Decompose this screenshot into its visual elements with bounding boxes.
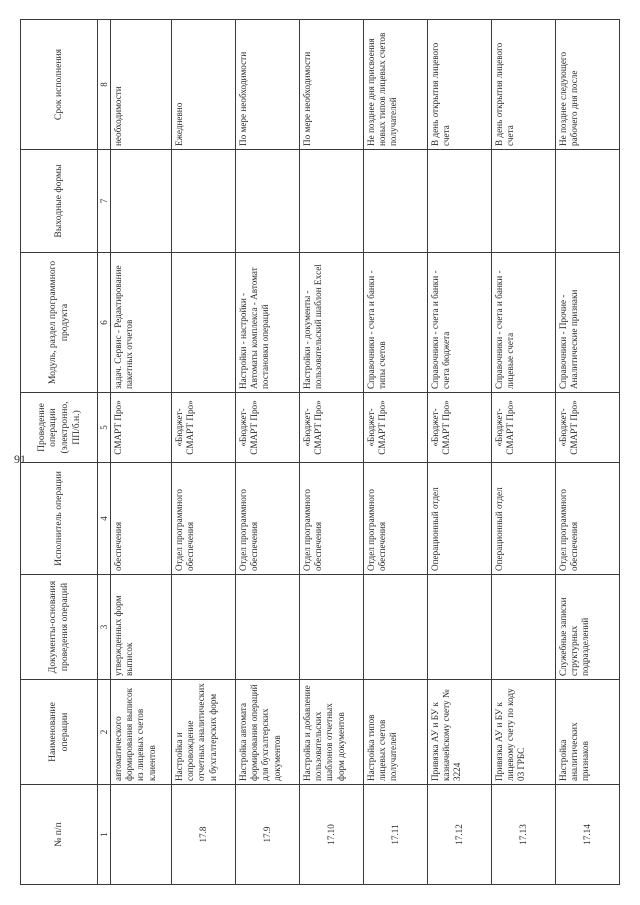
- executor: Отдел программного обеспечения: [555, 463, 619, 575]
- output-forms: [427, 150, 491, 253]
- row-number: 17.9: [235, 785, 299, 885]
- basis-documents: [363, 575, 427, 680]
- header-cell: Модуль, раздел программного продукта: [21, 253, 98, 393]
- basis-documents: Служебные записки структурных подразделений: [555, 575, 619, 680]
- software-module: Настройки - настройки - Автоматы комплекса - Автомат постановки операций: [235, 253, 299, 393]
- software-module: Справочники - счета и банки - лицевые счета: [491, 253, 555, 393]
- basis-documents: [235, 575, 299, 680]
- executor: Отдел программного обеспечения: [299, 463, 363, 575]
- column-number: 4: [98, 463, 111, 575]
- deadline: По мере необходимости: [235, 20, 299, 150]
- operation-mode: «Бюджет-СМАРТ Про»: [299, 393, 363, 463]
- operation-name: Настройка и добавление пользовательских шаблонов отчетных форм документов: [299, 680, 363, 785]
- deadline: необходимости: [111, 20, 172, 150]
- deadline: В день открытия лицевого счета: [427, 20, 491, 150]
- table-row: [491, 20, 555, 885]
- table-row: [555, 20, 619, 885]
- operations-table: [20, 19, 620, 885]
- column-number: 3: [98, 575, 111, 680]
- software-module: Справочники - счета и банки - счета бюджета: [427, 253, 491, 393]
- basis-documents: утвержденных форм выписок: [111, 575, 172, 680]
- column-number: 5: [98, 393, 111, 463]
- table-row: [363, 20, 427, 885]
- operation-name: Привязка АУ и БУ к казначейскому счету № 3224: [427, 680, 491, 785]
- operation-mode: «Бюджет-СМАРТ Про»: [363, 393, 427, 463]
- deadline: В день открытия лицевого счета: [491, 20, 555, 150]
- header-cell: Наименование операции: [21, 680, 98, 785]
- software-module: Настройки - документы - пользовательский шаблон Excel: [299, 253, 363, 393]
- header-row: [21, 20, 98, 885]
- column-number: 6: [98, 253, 111, 393]
- software-module: задач. Сервис - Редактирование пакетных отчетов: [111, 253, 172, 393]
- deadline: По мере необходимости: [299, 20, 363, 150]
- output-forms: [171, 150, 235, 253]
- column-number: 8: [98, 20, 111, 150]
- output-forms: [491, 150, 555, 253]
- table-row: [299, 20, 363, 885]
- column-number-row: [98, 20, 111, 885]
- basis-documents: [427, 575, 491, 680]
- software-module: [171, 253, 235, 393]
- basis-documents: [491, 575, 555, 680]
- software-module: Справочники - Прочие - Аналитические признаки: [555, 253, 619, 393]
- table-row: [427, 20, 491, 885]
- row-number: 17.12: [427, 785, 491, 885]
- operation-name: Настройка автомата формирования операций для бухгалтерских документов: [235, 680, 299, 785]
- operation-name: Настройка типов лицевых счетов получателей: [363, 680, 427, 785]
- table-row: [171, 20, 235, 885]
- row-number: 17.8: [171, 785, 235, 885]
- row-number: 17.14: [555, 785, 619, 885]
- header-cell: Исполнитель операции: [21, 463, 98, 575]
- output-forms: [299, 150, 363, 253]
- deadline: Ежедневно: [171, 20, 235, 150]
- operation-name: автоматического формирования выписок из лицевых счетов клиентов: [111, 680, 172, 785]
- operation-mode: СМАРТ Про»: [111, 393, 172, 463]
- operation-mode: «Бюджет-СМАРТ Про»: [491, 393, 555, 463]
- document-table-rotated: [20, 20, 620, 885]
- row-number: 17.13: [491, 785, 555, 885]
- output-forms: [235, 150, 299, 253]
- output-forms: [555, 150, 619, 253]
- page-number: 91: [14, 452, 26, 466]
- executor: Операционный отдел: [427, 463, 491, 575]
- executor: Отдел программного обеспечения: [363, 463, 427, 575]
- row-number: 17.10: [299, 785, 363, 885]
- column-number: 7: [98, 150, 111, 253]
- operation-name: Привязка АУ и БУ к лицевому счету по коду 03 ГРБС: [491, 680, 555, 785]
- header-cell: Срок исполнения: [21, 20, 98, 150]
- operation-mode: «Бюджет-СМАРТ Про»: [555, 393, 619, 463]
- column-number: 2: [98, 680, 111, 785]
- header-cell: Проведение операции (электронно, ПП/б.н.): [21, 393, 98, 463]
- executor: Отдел программного обеспечения: [171, 463, 235, 575]
- operation-name: Настройка и сопровождение отчетных аналитических и бухгалтерских форм: [171, 680, 235, 785]
- row-number: 17.11: [363, 785, 427, 885]
- basis-documents: [171, 575, 235, 680]
- deadline: Не позднее дня присвоения новых типов лицевых счетов получателей: [363, 20, 427, 150]
- table-row: [111, 20, 172, 885]
- header-cell: Документы-основания проведения операций: [21, 575, 98, 680]
- operation-mode: «Бюджет-СМАРТ Про»: [427, 393, 491, 463]
- operation-name: Настройка аналитических признаков: [555, 680, 619, 785]
- executor: обеспечения: [111, 463, 172, 575]
- operation-mode: «Бюджет-СМАРТ Про»: [171, 393, 235, 463]
- header-cell: Выходные формы: [21, 150, 98, 253]
- output-forms: [363, 150, 427, 253]
- executor: Отдел программного обеспечения: [235, 463, 299, 575]
- operation-mode: «Бюджет-СМАРТ Про»: [235, 393, 299, 463]
- deadline: Не позднее следующего рабочего дня после: [555, 20, 619, 150]
- software-module: Справочники - счета и банки - типы счетов: [363, 253, 427, 393]
- header-cell: № п/п: [21, 785, 98, 885]
- executor: Операционный отдел: [491, 463, 555, 575]
- column-number: 1: [98, 785, 111, 885]
- table-row: [235, 20, 299, 885]
- output-forms: [111, 150, 172, 253]
- row-number: [111, 785, 172, 885]
- basis-documents: [299, 575, 363, 680]
